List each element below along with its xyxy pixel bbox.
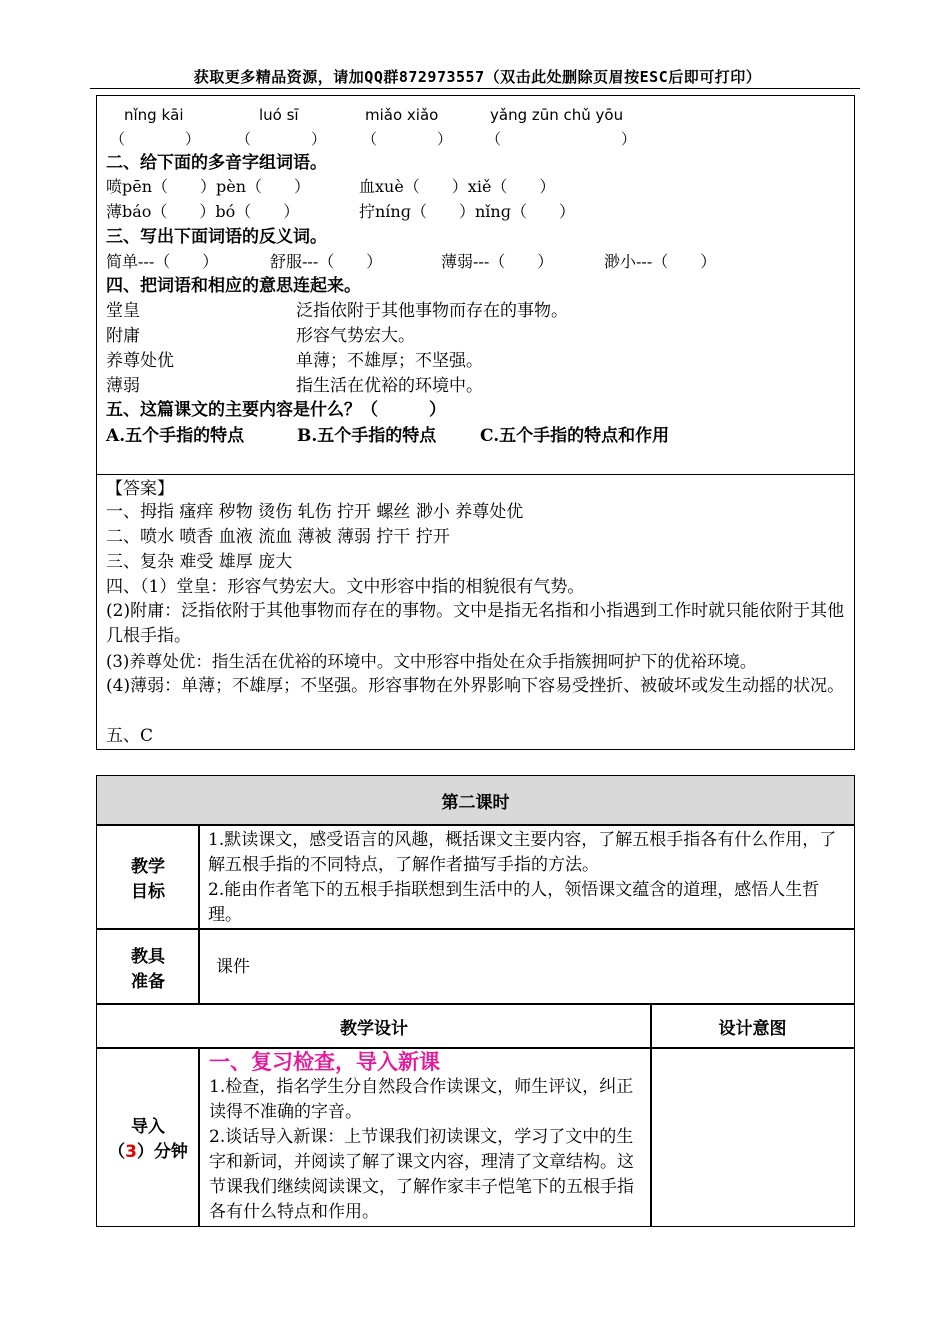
- q4-word-3: 养尊处优: [106, 351, 174, 371]
- intro-duration: （3）分钟: [108, 1142, 188, 1162]
- q4-meaning-2: 形容气势宏大。: [296, 326, 415, 346]
- paren-4: （ ）: [486, 130, 637, 148]
- step-2: 2.谈话导入新课：上节课我们初读课文，学习了文中的生字和新词，并阅读了解了课文内容，理清了文章结构。这节课我们继续阅读课文，了解作家丰子恺笔下的五根手指各有什么特点和作用。: [209, 1127, 634, 1222]
- intent-header: 设计意图: [650, 1003, 855, 1049]
- goal-2: 2.能由作者笔下的五根手指联想到生活中的人，领悟课文蕴含的道理，感悟人生哲理。: [208, 880, 820, 925]
- goal-1: 1.默读课文，感受语言的风趣，概括课文主要内容，了解五根手指各有什么作用，了解五根手指的不同特点，了解作者描写手指的方法。: [208, 830, 837, 875]
- intro-label-text: 导入: [131, 1117, 165, 1137]
- q2-title: 二、给下面的多音字组词语。: [106, 153, 327, 173]
- paren-1: （ ）: [110, 130, 201, 148]
- q5-option-c: C.五个手指的特点和作用: [480, 426, 670, 446]
- tools-label: [96, 928, 200, 1005]
- answer-line-6: (3)养尊处优：指生活在优裕的环境中。文中形容中指处在众手指簇拥呵护下的优裕环境。: [106, 652, 757, 671]
- answer-title: 【答案】: [106, 479, 174, 499]
- q3-item-1: 简单---（ ）: [106, 252, 219, 271]
- q2-line2-a: 薄báo（ ）bó（ ）: [106, 202, 300, 221]
- page-header: 获取更多精品资源，请加QQ群872973557（双击此处删除页眉按ESC后即可打印）: [193, 68, 762, 86]
- q2-line1-b: 血xuè（ ）xiě（ ）: [359, 177, 556, 196]
- q4-word-2: 附庸: [106, 326, 140, 346]
- tools-cell: [198, 928, 855, 1005]
- q3-item-2: 舒服---（ ）: [270, 252, 383, 271]
- q2-line2-b: 拧nínɡ（ ）nǐnɡ（ ）: [359, 202, 575, 221]
- q4-meaning-4: 指生活在优裕的环境中。: [296, 376, 483, 396]
- answer-line-5: (2)附庸：泛指依附于其他事物而存在的事物。文中是指无名指和小指遇到工作时就只能依附于其他几根手指。: [106, 601, 845, 646]
- paren-2: （ ）: [236, 130, 327, 148]
- q3-title: 三、写出下面词语的反义词。: [106, 227, 327, 247]
- pinyin-2: luó sī: [259, 106, 299, 124]
- q5-option-b: B.五个手指的特点: [297, 426, 437, 446]
- step-1: 1.检查，指名学生分自然段合作读课文，师生评议，纠正读得不准确的字音。: [209, 1077, 634, 1122]
- pinyin-3: miǎo xiǎo: [365, 106, 439, 124]
- q4-word-4: 薄弱: [106, 376, 140, 396]
- q2-line1-a: 喷pēn（ ）pèn（ ）: [106, 177, 311, 196]
- answer-line-8: 五、C: [106, 726, 154, 746]
- tools-value: 课件: [216, 957, 250, 977]
- lesson-title: 第二课时: [96, 775, 855, 826]
- answer-line-7: (4)薄弱：单薄；不雄厚；不坚强。形容事物在外界影响下容易受挫折、被破坏或发生动摇的状况。: [106, 676, 845, 696]
- answer-line-2: 二、喷水 喷香 血液 流血 薄被 薄弱 拧干 拧开: [106, 527, 450, 547]
- q4-word-1: 堂皇: [106, 301, 140, 321]
- intro-label: [96, 1047, 200, 1227]
- q3-item-4: 渺小---（ ）: [604, 252, 717, 271]
- goals-label: [96, 824, 200, 930]
- q4-title: 四、把词语和相应的意思连起来。: [106, 276, 361, 296]
- pinyin-4: yǎng zūn chǔ yōu: [490, 106, 624, 124]
- answer-line-1: 一、拇指 瘙痒 秽物 烫伤 轧伤 拧开 螺丝 渺小 养尊处优: [106, 502, 524, 522]
- q4-meaning-3: 单薄；不雄厚；不坚强。: [296, 351, 483, 371]
- tools-label-text: 教具 准备: [131, 946, 165, 992]
- q5-option-a: A.五个手指的特点: [106, 426, 245, 446]
- paren-3: （ ）: [362, 130, 453, 148]
- intro-minutes: 3: [125, 1142, 137, 1162]
- answer-line-3: 三、复杂 难受 雄厚 庞大: [106, 552, 293, 572]
- pinyin-1: nǐng kāi: [124, 106, 184, 124]
- design-header: 教学设计: [96, 1003, 652, 1049]
- goals-label-text: 教学 目标: [131, 857, 165, 902]
- intro-intent-cell: [650, 1047, 855, 1227]
- q4-meaning-1: 泛指依附于其他事物而存在的事物。: [296, 301, 568, 321]
- header-divider: [90, 88, 860, 89]
- section-title: 一、复习检查，导入新课: [209, 1050, 440, 1074]
- q3-item-3: 薄弱---（ ）: [441, 252, 554, 271]
- answer-line-4: 四、（1）堂皇：形容气势宏大。文中形容中指的相貌很有气势。: [106, 577, 585, 597]
- q5-title: 五、这篇课文的主要内容是什么？（ ）: [106, 400, 446, 420]
